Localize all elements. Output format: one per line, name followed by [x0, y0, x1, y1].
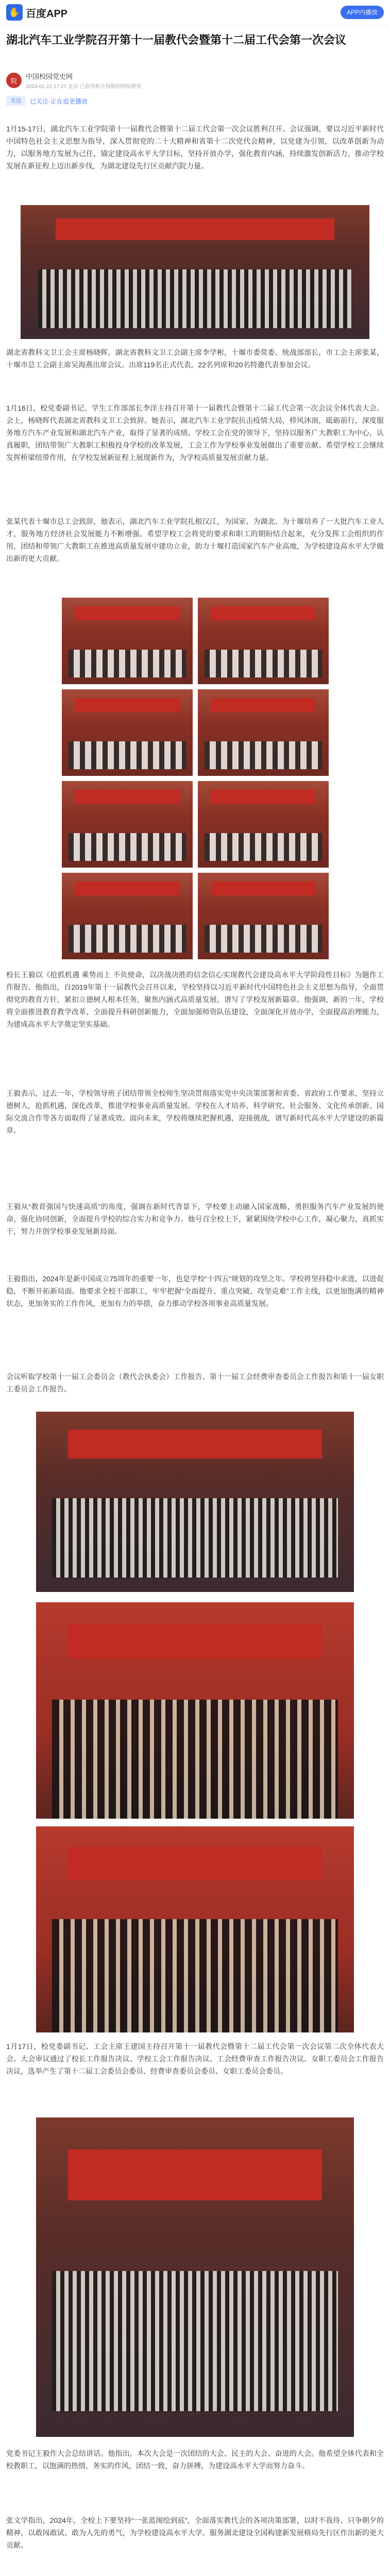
banner: [68, 2149, 323, 2200]
app-logo[interactable]: [6, 4, 67, 21]
seating: [52, 2271, 338, 2412]
article-title: 湖北汽车工业学院召开第十一届教代会暨第十二届工代会第一次会议: [6, 33, 347, 46]
article-photo: [36, 1602, 354, 1819]
article-paragraph: 王毅从“教育强国与快速高质”的角度，强调在新时代背景下，学校要主动融入国家战略，勇担服务汽车产业发展的使命，强化协同创新，全面提升学校的综合实力和竞争力。他号召全校上下，紧紧围绕学校中心工作，凝心聚力，真抓实干，努力开创学校事业发展新局面。: [6, 1202, 384, 1235]
follow-link[interactable]: 已关注·正在追更播放: [30, 97, 88, 105]
follow-row: [6, 96, 88, 106]
article-paragraph: 会议听取学校第十一届工会委员会（教代会执委会）工作报告、第十一届工会经费审查委员会工作报告和第十一届女职工委员会工作报告。: [6, 1372, 384, 1393]
people-row: [52, 1919, 338, 2032]
seating: [52, 1498, 338, 1578]
article-photo: [21, 205, 369, 339]
article-photo: [36, 1412, 354, 1592]
article-paragraph: 1月17日，校党委副书记、工会主席王建国主持召开第十一届教代会暨第十二届工代会第一次会议第二次全体代表大会。大会审议通过了校长工作报告决议、学校工会工作报告决议、工会经费审查工作报告决议、女职工委员会工作报告决议，选举产生了第十二届工会委员会委员、经费审查委员会委员、女职工委员会委员。: [6, 2042, 384, 2075]
paw-icon: ✋: [6, 4, 23, 21]
article-photo: [62, 689, 193, 776]
article-paragraph: 党委书记王毅作大会总结讲话。他指出，本次大会是一次团结的大会、民主的大会、奋进的大会。他希望全体代表和全校教职工，以饱满的热情，务实的作风，团结一致，奋力拼搏，为建设高水平大学而努力奋斗。: [6, 2449, 384, 2470]
avatar[interactable]: 院: [6, 73, 22, 88]
app-name: 百度APP: [26, 8, 68, 20]
article-paragraph: 张文学指出，2024年，全校上下要坚持“一张蓝图绘到底”，全面落实教代会的各项决策部署，以时不我待、只争朝夕的精神，以敢闯敢试、敢为人先的勇气，为学校建设高水平大学、服务湖北建设全国构建新发展格局先行区作出新的更大贡献。: [6, 2516, 384, 2549]
author-block: [6, 71, 142, 90]
author-name[interactable]: 中国校园党史网: [26, 73, 73, 80]
seating: [38, 269, 352, 328]
banner: [68, 1624, 323, 1658]
article-photo: [62, 598, 193, 684]
article-photo: [198, 873, 329, 959]
article-paragraph: 校长王毅以《抢抓机遇 乘势而上 不负使命，以决战决胜的信念信心实现教代会建设高水平大学阶段性目标》为题作工作报告。他指出，自2019年第十一届教代会召开以来，学校坚持以习近平新时代中国特色社会主义思想为指导，全面贯彻党的教育方针，紧扣立德树人根本任务，聚焦内涵式高质量发展，谱写了学校发展新篇章。他强调，新的一年，学校将全面推进教育教学改革、全面提升科研创新能力，全面加强师资队伍建设，全面深化开放办学，全面提高治理能力，为建成高水平大学奠定坚实基础。: [6, 971, 384, 1028]
article-photo: [198, 689, 329, 776]
article-paragraph: 张某代表十堰市总工会致辞，他表示，湖北汽车工业学院扎根汉江，为国家、为湖北、为十堰培养了一大批汽车工业人才，服务地方经济社会发展能力不断增强。希望学校工会将党的要求和职工的期盼结合起来，充分发挥工会组织的作用，团结和带领广大教职工在推进高质量发展中建功立业，助力十堰打造国家汽车产业高地，为学校建设高水平大学做出新的更大贡献。: [6, 517, 384, 563]
top-bar: [0, 0, 390, 26]
article-photo: [36, 1826, 354, 2032]
article-photo: [36, 2117, 354, 2437]
article-paragraph: 王毅指出，2024年是新中国成立75周年的重要一年，也是学校“十四五”规划的攻坚之年。学校将坚持稳中求进，以进促稳，不断开拓新局面。他要求全校干部职工，牢牢把握“全面提升、重点突破、攻坚克难”工作主线，以更加饱满的精神状态，更加务实的工作作风，更加有力的举措，奋力推动学校各项事业高质量发展。: [6, 1275, 384, 1308]
article-paragraph: 1月16日，校党委副书记、学生工作部部长李洋主持召开第十一届教代会暨第十二届工代会第一次会议全体代表大会。会上，杨晓晖代表湖北省教科文卫工会致辞。她表示，湖北汽车工业学院抗击疫情大局，栉风沐雨，砥砺前行，深度服务地方汽车产业发展和湖北汽车产业，取得了显著的成绩。学校工会在党的领导下，坚持以服务广大教职工为中心，认真履职，团结带领广大教职工积极投身学校的改革发展，工会工作为学校事业发展做出了重要贡献。希望学校工会继续发挥桥梁纽带作用，在学校发展新征程上展现新作为，为学校高质量发展贡献力量。: [6, 404, 384, 462]
follow-button[interactable]: 关注: [6, 96, 26, 106]
article-paragraph: 1月15-17日，湖北汽车工业学院第十一届教代会暨第十二届工代会第一次会议胜利召开。会议强调，要以习近平新时代中国特色社会主义思想为指导，深入贯彻党的二十大精神和省第十二次党代会精神，以党建为引领，以改革创新为动力，以服务地方发展为己任，锚定建设高水平大学目标，坚持开放办学，强化教育内涵，持续激发创新活力，推动学校发展在新征程上迈出新步伐，为湖北建设先行区贡献汽院力量。: [6, 125, 384, 170]
article-paragraph: 湖北省教科文卫工会主席杨晓晖，湖北省教科文卫工会副主席李学彬，十堰市委常委、统战部部长，市工会主席张某，十堰市总工会副主席吴海燕出席会议。出席119名正式代表，22名列席和20名特邀代表参加会议。: [6, 348, 384, 369]
article-photo: [198, 781, 329, 868]
open-app-button[interactable]: APP内播放: [341, 6, 384, 19]
author-info: [26, 71, 142, 90]
author-meta: 2024-01-22 17:27 北京 已获得相关权限的网站使用: [26, 84, 142, 90]
article-photo: [62, 873, 193, 959]
article-paragraph: 王毅表示，过去一年，学校领导班子团结带领全校师生坚决贯彻落实党中央决策部署和省委、省政府工作要求，坚持立德树人，抢抓机遇，深化改革，推进学校事业高质量发展。学校在人才培养、科学研究、社会服务、文化传承创新、国际交流合作等各方面取得了显著成效。面向未来，学校将继续把握机遇，迎接挑战，谱写新时代高水平大学建设的新篇章。: [6, 1089, 384, 1134]
article-photo: [62, 781, 193, 868]
banner: [56, 218, 335, 240]
banner: [68, 1430, 323, 1459]
article-photo: [198, 598, 329, 684]
banner: [68, 1847, 323, 1880]
people-row: [52, 1700, 338, 1819]
